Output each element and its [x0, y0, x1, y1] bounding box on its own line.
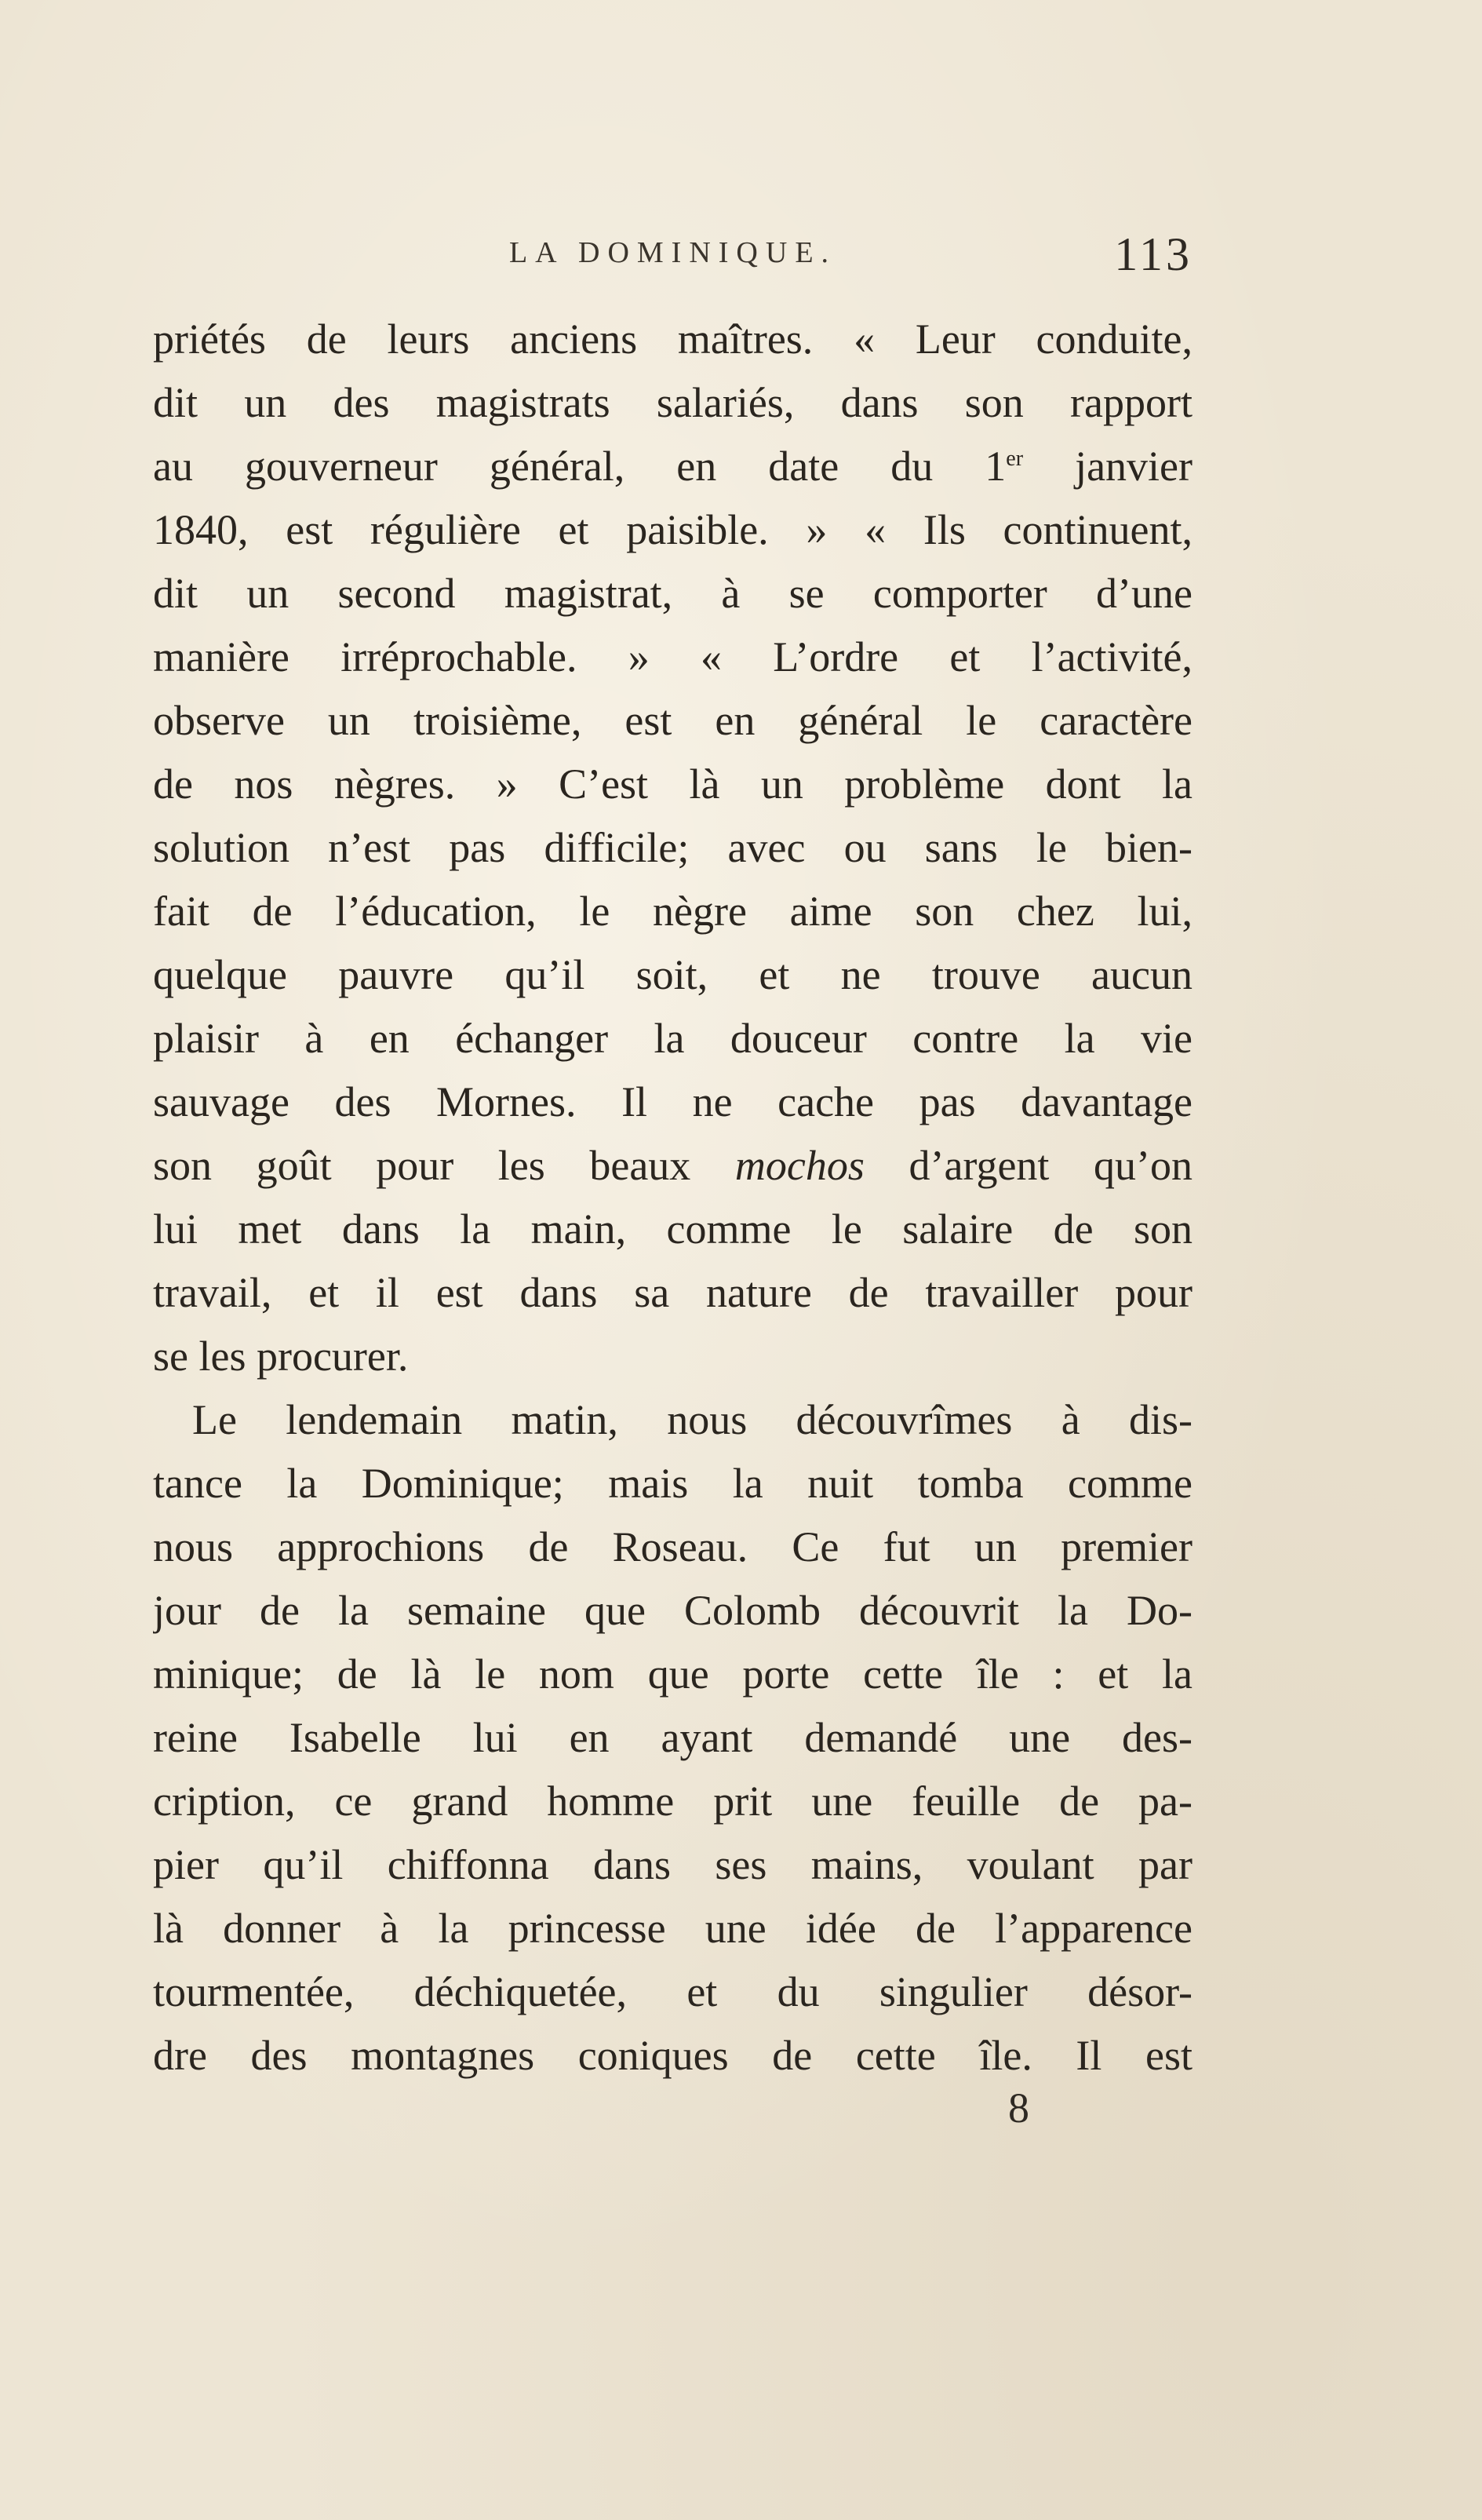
text-line: minique; de là le nom que porte cette île : et la [153, 1650, 1193, 1698]
text-line: lui met dans la main, comme le salaire de son [153, 1205, 1193, 1253]
text-line: pier qu’il chiffonna dans ses mains, voulant par [153, 1841, 1193, 1888]
page-number: 113 [1114, 228, 1193, 280]
text-line: manière irréprochable. » « L’ordre et l’activité, [153, 633, 1193, 680]
text-line: cription, ce grand homme prit une feuille de pa- [153, 1778, 1193, 1825]
text-line: tourmentée, déchiquetée, et du singulier désor- [153, 1968, 1193, 2015]
text-segment: son goût pour les beaux [153, 1142, 735, 1189]
text-line: sauvage des Mornes. Il ne cache pas davantage [153, 1078, 1193, 1125]
text-line: travail, et il est dans sa nature de travailler pour [153, 1269, 1193, 1316]
text-segment: d’argent qu’on [864, 1142, 1193, 1189]
text-line: 1840, est régulière et paisible. » « Ils continuent, [153, 506, 1193, 553]
text-line: dit un second magistrat, à se comporter d’une [153, 570, 1193, 617]
text-line: jour de la semaine que Colomb découvrit la Do- [153, 1587, 1193, 1634]
text-line: quelque pauvre qu’il soit, et ne trouve aucun [153, 951, 1193, 998]
text-line [153, 435, 1193, 498]
text-line: de nos nègres. » C’est là un problème dont la [153, 760, 1193, 808]
text-line: là donner à la princesse une idée de l’apparence [153, 1905, 1193, 1952]
text-line: dit un des magistrats salariés, dans son rapport [153, 379, 1193, 426]
superscript: er [1006, 447, 1024, 471]
text-line: fait de l’éducation, le nègre aime son chez lui, [153, 888, 1193, 935]
text-line: solution n’est pas difficile; avec ou sans le bien- [153, 824, 1193, 871]
text-segment: janvier [1023, 443, 1193, 490]
paragraph-2 [153, 1388, 1193, 2088]
body-text [153, 308, 1193, 2088]
text-segment: au gouverneur général, en date du 1 [153, 443, 1007, 490]
text-line: observe un troisième, est en général le caractère [153, 697, 1193, 744]
running-title: LA DOMINIQUE. [508, 236, 837, 269]
text-line: tance la Dominique; mais la nuit tomba comme [153, 1460, 1193, 1507]
text-line: dre des montagnes coniques de cette île. Il est [153, 2032, 1193, 2079]
text-line: se les procurer. [153, 1333, 409, 1380]
paragraph-1 [153, 308, 1193, 1388]
page-header [153, 228, 1193, 290]
text-line: plaisir à en échanger la douceur contre la vie [153, 1015, 1193, 1062]
text-line: priétés de leurs anciens maîtres. « Leur conduite, [153, 315, 1193, 363]
text-line: nous approchions de Roseau. Ce fut un premier [153, 1523, 1193, 1570]
text-line: Le lendemain matin, nous découvrîmes à dis- [192, 1396, 1193, 1443]
italic-word: mochos [734, 1142, 865, 1189]
text-line [153, 1134, 1193, 1198]
text-line: reine Isabelle lui en ayant demandé une des- [153, 1714, 1193, 1761]
signature-mark: 8 [1008, 2084, 1029, 2132]
